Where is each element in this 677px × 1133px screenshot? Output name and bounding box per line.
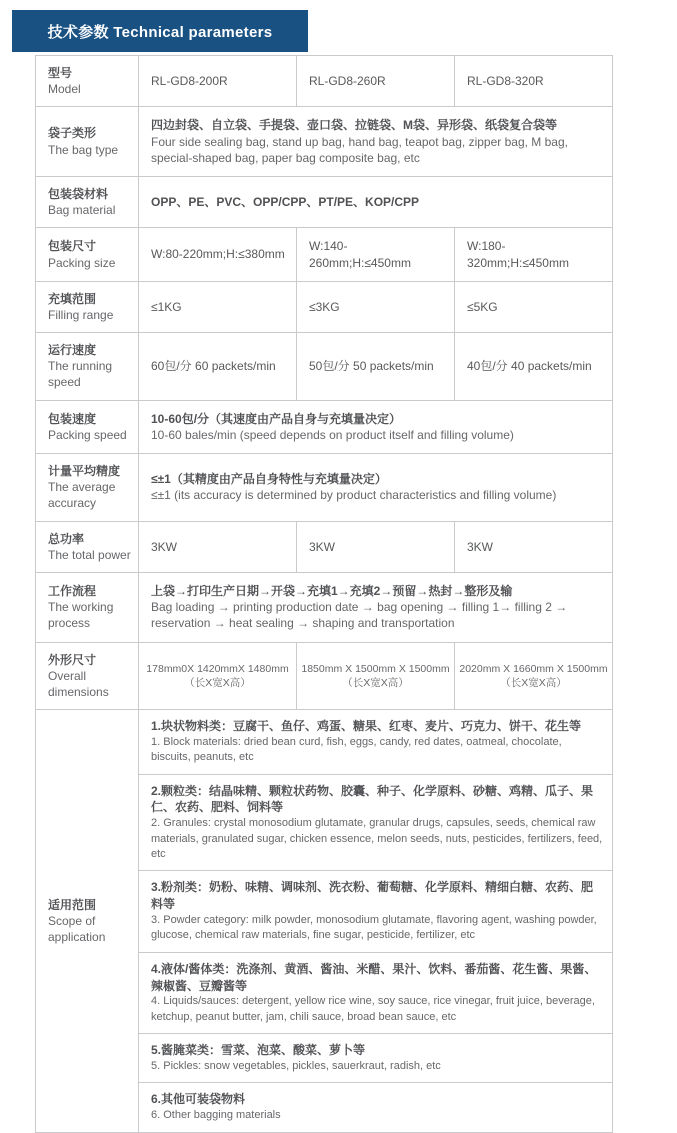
running-speed-value: 40包/分 40 packets/min [467,359,592,374]
row-values [138,107,612,176]
row-bag-type [36,106,612,176]
label-en: Model [48,82,81,97]
label-en: The bag type [48,142,119,157]
accuracy-en: ≤±1 (its accuracy is determined by product characteristics and filling volume) [151,488,557,503]
label-zh: 工作流程 [48,583,97,598]
bag-type-cell [139,107,612,176]
packing-speed-en: 10-60 bales/min (speed depends on product itself and filling volume) [151,427,514,442]
scope-item-en: 1. Block materials: dried bean curd, fish, eggs, candy, red dates, oatmeal, chocolate, biscuits, peanuts, etc [151,735,562,764]
label-zh: 包装速度 [48,411,97,426]
bag-material-value: OPP、PE、PVC、OPP/CPP、PT/PE、KOP/CPP [151,195,420,210]
label-en: The working process [48,600,114,631]
filling-range-value: ≤5KG [467,299,498,314]
model-value: RL-GD8-260R [309,74,386,89]
scope-item-zh: 5.酱腌菜类：雪菜、泡菜、酸菜、萝卜等 [151,1043,366,1058]
total-power-cell-2 [296,522,454,572]
row-label-scope [36,710,138,1131]
model-value: RL-GD8-200R [151,74,228,89]
dimensions-note: （长X宽X高） [500,676,567,689]
label-en: Overall dimensions [48,668,109,699]
row-label-packing-speed [36,401,138,453]
total-power-cell-1 [139,522,296,572]
dimensions-cell-1 [139,643,296,710]
title-banner [12,10,308,52]
scope-item-en: 2. Granules: crystal monosodium glutamate, granular drugs, capsules, seeds, chemical raw materials, granulated sugar, chicken essence, melon seeds, nuts, pesticides, fertilizers, feed, etc [151,817,603,861]
spec-table [35,55,613,1133]
scope-list [138,710,612,1131]
packing-size-cell-3 [454,228,612,280]
label-en: The total power [48,547,131,562]
accuracy-cell [139,454,612,521]
page-title: 技术参数 Technical parameters [47,23,273,41]
row-label-working-process [36,573,138,642]
filling-range-cell-1 [139,282,296,332]
row-working-process [36,572,612,642]
row-values [138,454,612,521]
row-values [138,643,612,710]
label-zh: 袋子类形 [48,126,97,141]
row-values [138,56,612,106]
label-en: Packing speed [48,427,127,442]
row-packing-speed [36,400,612,453]
bag-material-cell [139,177,612,227]
dimensions-size: 2020mm X 1660mm X 1500mm [459,662,608,675]
accuracy-zh: ≤±1（其精度由产品自身特性与充填量决定） [151,472,387,487]
scope-item-liquids-sauces [139,952,612,1033]
scope-item-zh: 3.粉剂类：奶粉、味精、调味剂、洗衣粉、葡萄糖、化学原料、精细白糖、农药、肥料等 [151,880,594,912]
row-values [138,401,612,453]
row-dimensions [36,642,612,710]
filling-range-cell-3 [454,282,612,332]
row-total-power [36,521,612,572]
row-values [138,282,612,332]
label-en: The average accuracy [48,480,116,511]
row-label-filling-range [36,282,138,332]
model-cell-1 [139,56,296,106]
scope-item-block-materials [139,710,612,774]
scope-item-en: 5. Pickles: snow vegetables, pickles, sauerkraut, radish, etc [151,1059,441,1072]
label-en: Filling range [48,307,114,322]
row-values [138,333,612,400]
label-en: Bag material [48,203,116,218]
label-en: Scope of application [48,913,106,944]
label-zh: 适用范围 [48,897,97,912]
row-filling-range [36,281,612,332]
row-accuracy [36,453,612,521]
scope-item-powder [139,870,612,951]
row-label-dimensions [36,643,138,710]
row-label-bag-material [36,177,138,227]
label-en: Packing size [48,255,116,270]
row-label-accuracy [36,454,138,521]
scope-item-granules [139,774,612,871]
row-label-packing-size [36,228,138,280]
filling-range-value: ≤3KG [309,299,340,314]
packing-speed-cell [139,401,612,453]
label-zh: 包装尺寸 [48,239,97,254]
running-speed-value: 60包/分 60 packets/min [151,359,276,374]
scope-item-en: 4. Liquids/sauces: detergent, yellow rice wine, soy sauce, rice vinegar, fruit juice, beverage, ketchup, peanut butter, jam, chili sauce, broad bean sauce, etc [151,995,595,1023]
row-label-bag-type [36,107,138,176]
total-power-cell-3 [454,522,612,572]
dimensions-cell-2 [296,643,454,710]
row-packing-size [36,227,612,280]
dimensions-cell-3 [454,643,612,710]
model-value: RL-GD8-320R [467,74,544,89]
packing-size-value: W:80-220mm;H:≤380mm [151,247,285,262]
dimensions-size: 178mm0X 1420mmX 1480mm [146,662,289,675]
total-power-value: 3KW [467,539,494,554]
row-running-speed [36,332,612,400]
packing-speed-zh: 10-60包/分（其速度由产品自身与充填量决定） [151,411,402,426]
filling-range-value: ≤1KG [151,299,182,314]
scope-item-zh: 4.液体/酱体类：洗涤剂、黄酒、酱油、米醋、果汁、饮料、番茄酱、花生酱、果酱、辣椒酱、豆瓣酱等 [151,961,597,993]
packing-size-value: W:180-320mm;H:≤450mm [467,239,569,270]
filling-range-cell-2 [296,282,454,332]
row-values [138,228,612,280]
row-values [138,573,612,642]
scope-item-zh: 6.其他可装袋物料 [151,1092,246,1107]
label-zh: 型号 [48,66,73,80]
dimensions-note: （长X宽X高） [184,676,251,689]
working-process-zh: 上袋→打印生产日期→开袋→充填1→充填2→预留→热封→整形及输 [151,583,513,598]
label-zh: 充填范围 [48,291,97,306]
total-power-value: 3KW [309,539,336,554]
scope-item-pickles [139,1033,612,1082]
packing-size-value: W:140-260mm;H:≤450mm [309,239,411,270]
label-zh: 总功率 [48,531,85,546]
running-speed-cell-1 [139,333,296,400]
model-cell-3 [454,56,612,106]
label-zh: 计量平均精度 [48,464,121,478]
packing-size-cell-2 [296,228,454,280]
label-zh: 运行速度 [48,343,97,358]
scope-item-en: 6. Other bagging materials [151,1109,281,1122]
running-speed-cell-2 [296,333,454,400]
row-label-running-speed [36,333,138,400]
row-label-model [36,56,138,106]
row-bag-material [36,176,612,227]
bag-type-en: Four side sealing bag, stand up bag, hand bag, teapot bag, zipper bag, M bag, special-shaped bag, paper bag composite bag, etc [151,134,568,165]
dimensions-size: 1850mm X 1500mm X 1500mm [301,662,450,675]
scope-item-other [139,1082,612,1131]
scope-item-zh: 1.块状物料类：豆腐干、鱼仔、鸡蛋、糖果、红枣、麦片、巧克力、饼干、花生等 [151,719,582,734]
dimensions-note: （长X宽X高） [342,676,409,689]
working-process-cell [139,573,612,642]
row-scope [36,709,612,1131]
packing-size-cell-1 [139,228,296,280]
scope-item-en: 3. Powder category: milk powder, monosodium glutamate, flavoring agent, washing powder, glucose, chemical raw materials, fine sugar, pesticide, fertilizer, etc [151,914,597,942]
total-power-value: 3KW [151,539,178,554]
label-zh: 包装袋材料 [48,186,109,201]
running-speed-value: 50包/分 50 packets/min [309,359,434,374]
bag-type-zh: 四边封袋、自立袋、手提袋、壶口袋、拉链袋、M袋、异形袋、纸袋复合袋等 [151,118,557,133]
label-zh: 外形尺寸 [48,652,97,667]
working-process-en: Bag loading → printing production date → bag opening → filling 1→ filling 2 → reservation → heat sealing → shaping and transportation [151,600,568,631]
running-speed-cell-3 [454,333,612,400]
row-values [138,177,612,227]
label-en: The running speed [48,359,113,390]
scope-item-zh: 2.颗粒类：结晶味精、颗粒状药物、胶囊、种子、化学原料、砂糖、鸡精、瓜子、果仁、农药、肥料、饲料等 [151,783,594,815]
row-label-total-power [36,522,138,572]
row-values [138,522,612,572]
model-cell-2 [296,56,454,106]
row-model [36,56,612,106]
